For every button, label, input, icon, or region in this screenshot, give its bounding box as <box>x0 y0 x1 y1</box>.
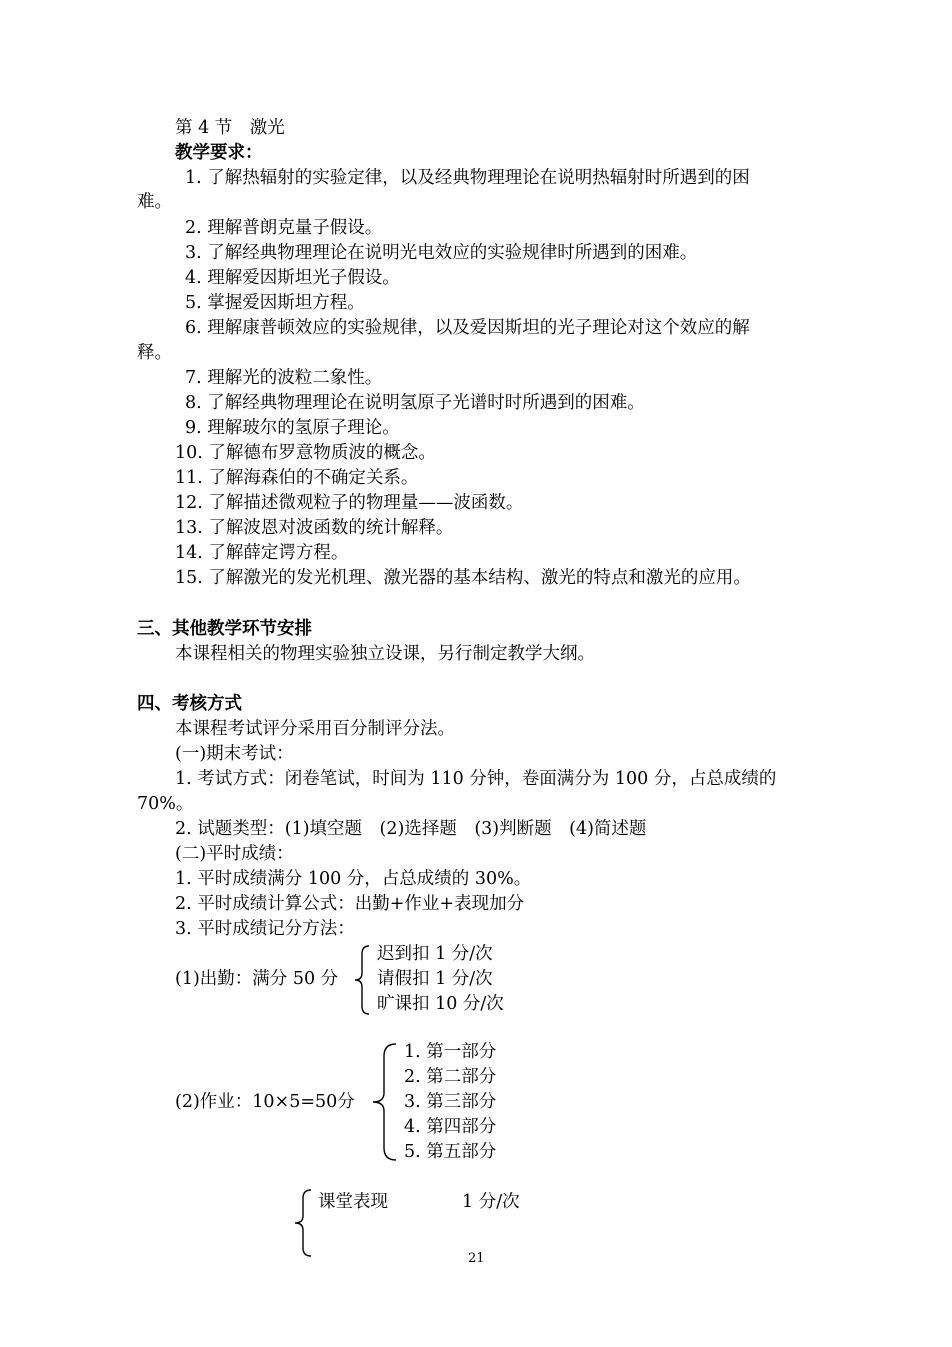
attendance-item: 迟到扣 1 分/次 <box>377 944 493 964</box>
performance-item: 课堂表现 <box>318 1192 388 1212</box>
requirement-item: 14. 了解薛定谔方程。 <box>175 543 349 563</box>
attendance-brace <box>353 944 373 1016</box>
part3-heading: 三、其他教学环节安排 <box>137 619 312 639</box>
requirement-item: 8. 了解经典物理理论在说明氢原子光谱时时所遇到的困难。 <box>185 393 645 413</box>
part4-line: (一)期末考试： <box>175 744 294 764</box>
part4-line: (二)平时成绩： <box>175 844 294 864</box>
performance-value: 1 分/次 <box>462 1192 520 1212</box>
part4-line: 本课程考试评分采用百分制评分法。 <box>175 719 455 739</box>
requirement-item: 10. 了解德布罗意物质波的概念。 <box>175 443 436 463</box>
requirement-item: 12. 了解描述微观粒子的物理量——波函数。 <box>175 493 524 513</box>
part4-line: 1. 考试方式：闭卷笔试，时间为 110 分钟，卷面满分为 100 分，占总成绩的 <box>175 769 777 789</box>
requirement-item-cont: 释。 <box>137 343 172 363</box>
attendance-item: 旷课扣 10 分/次 <box>377 994 504 1014</box>
part3-body: 本课程相关的物理实验独立设课，另行制定教学大纲。 <box>175 644 595 664</box>
section-title: 第 4 节 激光 <box>175 118 285 138</box>
homework-item: 3. 第三部分 <box>404 1092 497 1112</box>
requirement-item: 3. 了解经典物理理论在说明光电效应的实验规律时所遇到的困难。 <box>185 243 698 263</box>
requirement-item: 11. 了解海森伯的不确定关系。 <box>175 468 419 488</box>
attendance-label: (1)出勤：满分 50 分 <box>175 969 339 989</box>
requirement-item: 6. 理解康普顿效应的实验规律，以及爱因斯坦的光子理论对这个效应的解 <box>185 318 750 338</box>
homework-brace <box>370 1041 400 1163</box>
requirement-item: 5. 掌握爱因斯坦方程。 <box>185 293 365 313</box>
requirement-item: 4. 理解爱因斯坦光子假设。 <box>185 268 400 288</box>
homework-item: 4. 第四部分 <box>404 1117 497 1137</box>
requirement-item: 15. 了解激光的发光机理、激光器的基本结构、激光的特点和激光的应用。 <box>175 568 751 588</box>
homework-item: 2. 第二部分 <box>404 1067 497 1087</box>
part4-line: 2. 试题类型：(1)填空题 (2)选择题 (3)判断题 (4)简述题 <box>175 819 647 839</box>
performance-brace <box>292 1188 314 1258</box>
part4-line: 3. 平时成绩记分方法： <box>175 919 355 939</box>
requirement-item: 9. 理解玻尔的氢原子理论。 <box>185 418 400 438</box>
requirement-item-cont: 难。 <box>137 192 172 212</box>
homework-label: (2)作业：10×5=50分 <box>175 1092 355 1112</box>
requirement-item: 1. 了解热辐射的实验定律，以及经典物理理论在说明热辐射时所遇到的困 <box>185 168 750 188</box>
part4-line: 2. 平时成绩计算公式：出勤+作业+表现加分 <box>175 894 525 914</box>
part4-line-cont: 70%。 <box>137 794 194 814</box>
homework-item: 5. 第五部分 <box>404 1142 497 1162</box>
homework-item: 1. 第一部分 <box>404 1042 497 1062</box>
requirements-label: 教学要求： <box>175 143 263 163</box>
part4-heading: 四、考核方式 <box>137 694 242 714</box>
attendance-item: 请假扣 1 分/次 <box>377 969 493 989</box>
requirement-item: 2. 理解普朗克量子假设。 <box>185 218 383 238</box>
part4-line: 1. 平时成绩满分 100 分，占总成绩的 30%。 <box>175 869 532 889</box>
page-number: 21 <box>468 1251 485 1266</box>
requirement-item: 13. 了解波恩对波函数的统计解释。 <box>175 518 454 538</box>
requirement-item: 7. 理解光的波粒二象性。 <box>185 368 383 388</box>
